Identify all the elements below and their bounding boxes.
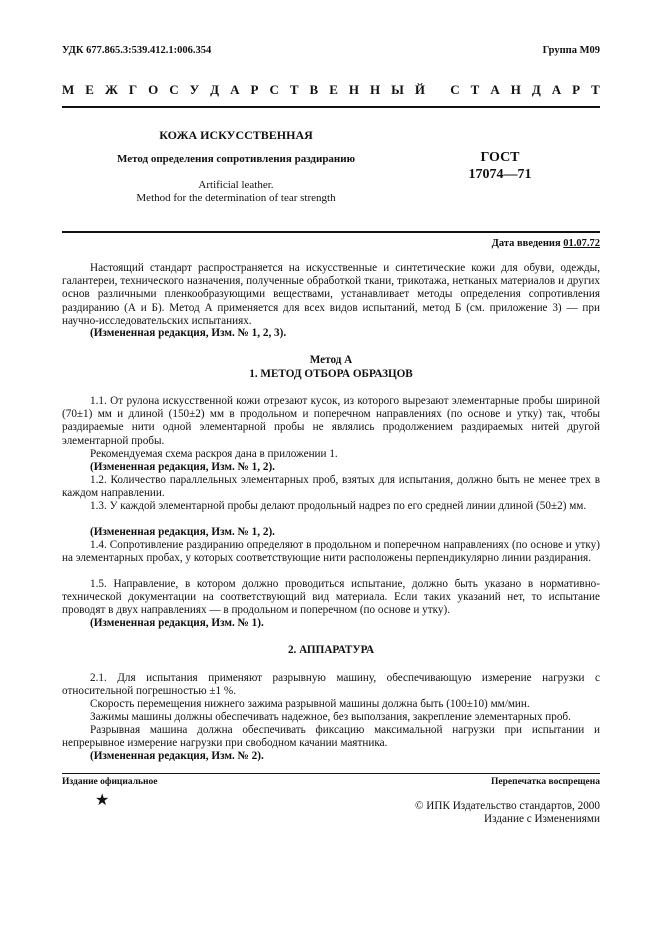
english-subtitle: Method for the determination of tear strength: [136, 192, 336, 204]
banner-letter: Т: [289, 82, 299, 97]
group-code: Группа М09: [542, 45, 600, 56]
banner-letter: О: [148, 82, 159, 97]
udk-code: УДК 677.865.3:539.412.1:006.354: [62, 45, 212, 56]
banner-letter: Й: [414, 82, 425, 97]
banner-letter: Т: [470, 82, 480, 97]
clause-2-1-clamps: Зажимы машины должны обеспечивать надежное, без выползания, закрепление элементарных проб.: [90, 711, 571, 723]
banner-letter: Ы: [391, 82, 404, 97]
amendment-note-1: (Измененная редакция, Изм. № 1, 2).: [90, 461, 275, 473]
reprint-prohibited-label: Перепечатка воспрещена: [490, 777, 600, 787]
intro-paragraph: Настоящий стандарт распространяется на искусственные и синтетические кожи для обуви, одежды, галантереи, технического назначения, полученные обработкой ткани, трикотажа, нетканых материалов и других основ различными пленкообразующими веществами, устанавливает методы определения сопротивления раздиранию (А и Б). Метод А применяется для всех видов испытаний, метод Б (см. приложение 3) — при научно-исследовательских испытаниях.: [62, 262, 600, 327]
banner-letter: [436, 82, 439, 98]
clause-1-1: 1.1. От рулона искусственной кожи отрезают кусок, из которого вырезают элементарные пробы шириной (70±1) мм и длиной (150±2) мм в продольном и поперечном направлениях (по основе и утку) так, чтобы раздираемые нити одной элементарной пробы не являлись продолжением раздираемых нитей другой элементарной пробы.: [62, 395, 600, 447]
copyright-line: © ИПК Издательство стандартов, 2000: [414, 800, 600, 812]
banner-letter: А: [551, 82, 562, 97]
banner-letter: М: [62, 82, 75, 97]
document-title: КОЖА ИСКУССТВЕННАЯ: [159, 128, 313, 142]
banner-letter: Г: [128, 82, 138, 97]
gost-number: 17074—71: [468, 167, 532, 182]
document-subtitle: Метод определения сопротивления раздиранию: [116, 153, 356, 165]
banner-letter: Е: [85, 82, 94, 97]
banner-letter: Р: [572, 82, 581, 97]
banner-letter: С: [450, 82, 460, 97]
banner-letter: Ж: [104, 82, 118, 97]
banner-letter: С: [269, 82, 279, 97]
banner-letter: А: [230, 82, 240, 97]
banner-letter: Д: [531, 82, 541, 97]
copyright-block: [415, 800, 600, 826]
title-divider: [62, 231, 600, 233]
clause-1-4: 1.4. Сопротивление раздиранию определяют в продольном и поперечном направлениях (по основе и утку) на элементарных пробах, у которых соответствующие нити расположены перпендикулярно линии раздирания.: [62, 539, 600, 565]
method-label: Метод А: [309, 354, 353, 366]
amendment-note-2: (Измененная редакция, Изм. № 1, 2).: [90, 526, 275, 538]
intro-amendment-note: (Измененная редакция, Изм. № 1, 2, 3).: [90, 327, 287, 339]
banner-letter: С: [169, 82, 179, 97]
clause-2-1-speed: Скорость перемещения нижнего зажима разрывной машины должна быть (100±10) мм/мин.: [90, 698, 530, 710]
banner-letter: Т: [591, 82, 600, 97]
clause-1-1-note: Рекомендуемая схема раскроя дана в приложении 1.: [90, 448, 338, 460]
banner-letter: А: [490, 82, 500, 97]
clause-2-1: 2.1. Для испытания применяют разрывную машину, обеспечивающую измерение нагрузки с относительной погрешностью ±1 %.: [62, 672, 600, 698]
official-edition-label: Издание официальное: [62, 777, 158, 787]
banner-letter: Н: [369, 82, 381, 97]
english-title: Artificial leather.: [198, 179, 274, 191]
banner-letter: Н: [348, 82, 359, 97]
banner-letter: Р: [250, 82, 259, 97]
gost-label: ГОСТ: [480, 150, 520, 165]
amendment-note-3: (Измененная редакция, Изм. № 1).: [90, 617, 264, 629]
clause-1-2: 1.2. Количество параллельных элементарных проб, взятых для испытания, должно быть не менее трех в каждом направлении.: [62, 474, 600, 500]
amendment-note-4: (Измененная редакция, Изм. № 2).: [90, 750, 264, 762]
clause-1-5: 1.5. Направление, в котором должно проводиться испытание, должно быть указано в нормативно-технической документации на соответствующий вид материала. Если таких указаний нет, то испытание проводят в двух направлениях — в продольном и поперечном (по основе и утку).: [62, 578, 600, 617]
clause-1-3: 1.3. У каждой элементарной пробы делают продольный надрез по его средней линии длиной (50±2) мм.: [90, 500, 587, 512]
section-1-heading: 1. МЕТОД ОТБОРА ОБРАЗЦОВ: [249, 368, 413, 380]
star-icon: ★: [95, 792, 110, 809]
footer-divider: [62, 773, 600, 774]
banner-letter: Е: [329, 82, 338, 97]
clause-2-1-fixation: Разрывная машина должна обеспечивать фиксацию максимальной нагрузки при испытании и непрерывное измерение нагрузки при свободном качании маятника.: [62, 724, 600, 750]
banner-letter: Н: [510, 82, 521, 97]
intro-date-label: Дата введения: [491, 238, 561, 249]
banner-letter: Д: [210, 82, 220, 97]
top-divider: [62, 106, 600, 108]
banner-letter: В: [309, 82, 319, 97]
banner-letter: У: [189, 82, 200, 97]
edition-line: Издание с Изменениями: [484, 813, 600, 825]
interstate-standard-banner: [62, 82, 600, 98]
intro-date: [492, 238, 600, 249]
section-2-heading: 2. АППАРАТУРА: [287, 644, 375, 656]
intro-date-value: 01.07.72: [563, 238, 600, 249]
